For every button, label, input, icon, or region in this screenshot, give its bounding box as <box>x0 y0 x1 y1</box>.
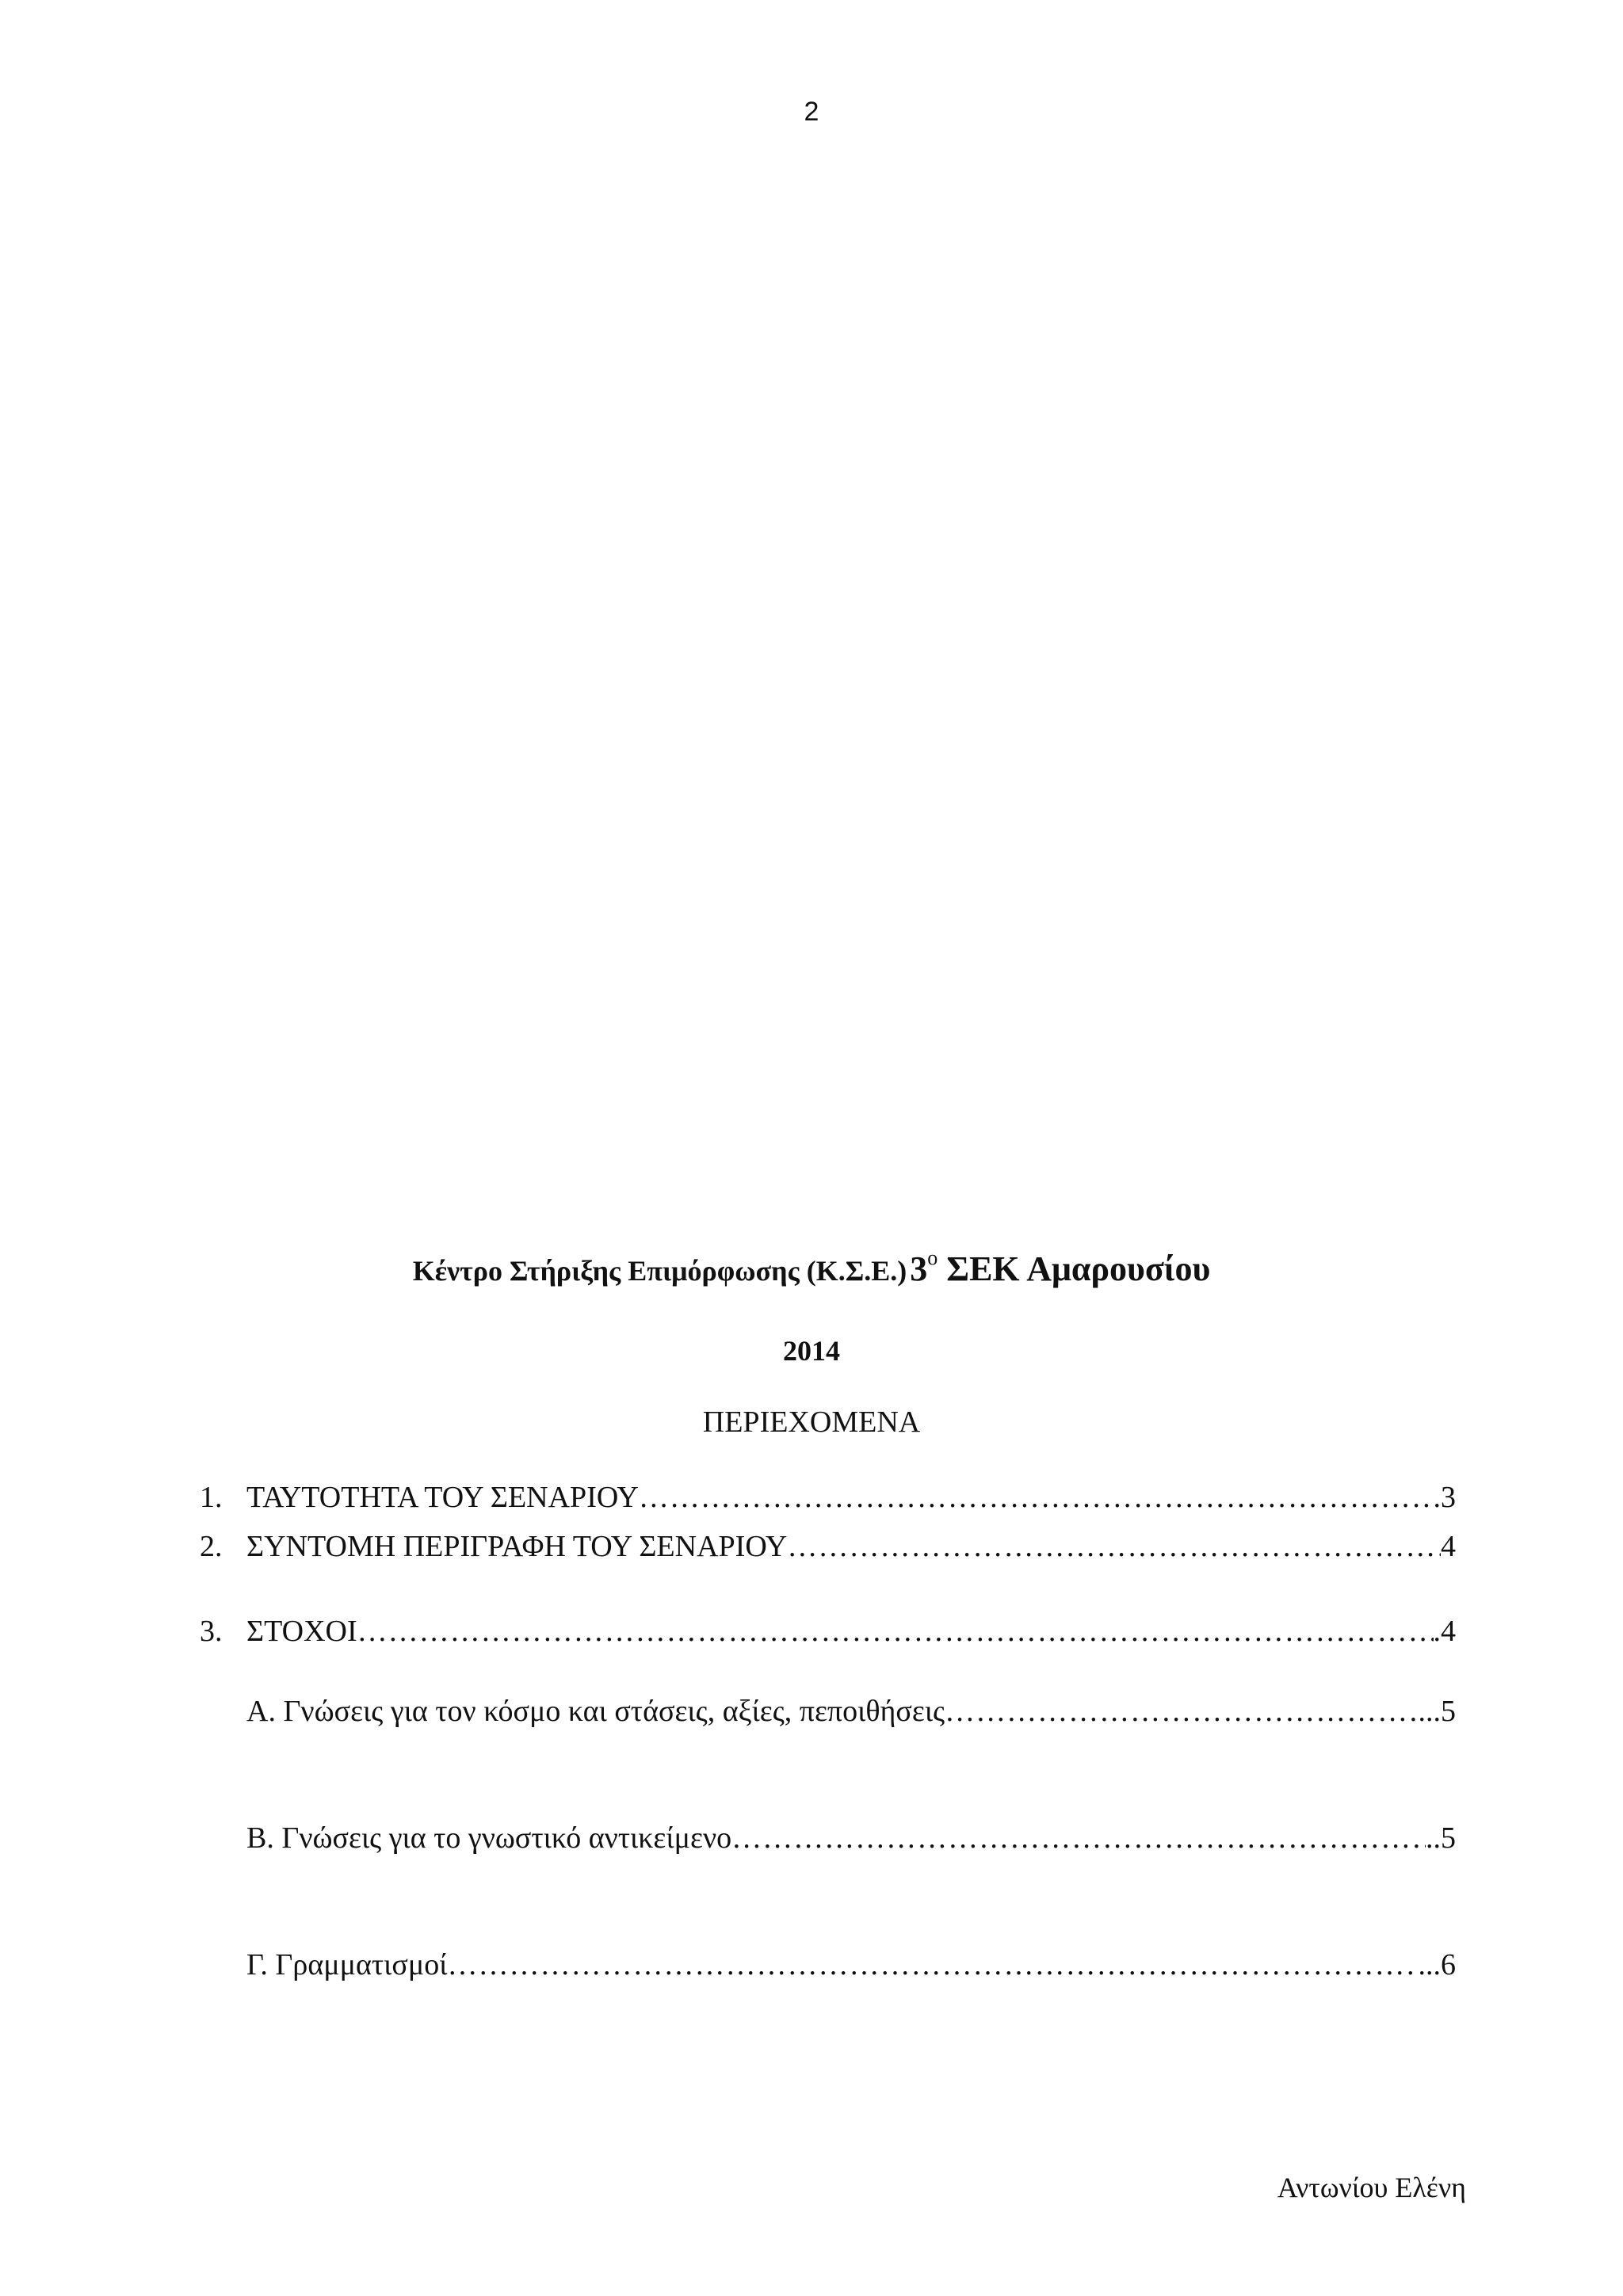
toc-dot-leader <box>447 1947 1418 1982</box>
author-name: Αντωνίου Ελένη <box>1277 2172 1466 2203</box>
toc-entry-page: ..5 <box>1426 1821 1456 1855</box>
toc-entry-page: 4 <box>1441 1530 1456 1563</box>
toc-entry-label: Α. Γνώσεις για τον κόσμο και στάσεις, αξίες, πεποιθήσεις <box>246 1695 945 1728</box>
toc-entry-number: 1. <box>200 1481 223 1514</box>
page-number: 2 <box>804 97 819 127</box>
toc-entry <box>200 1614 1456 1649</box>
ordinal-superscript: ο <box>927 1246 938 1269</box>
toc-dot-leader <box>639 1480 1434 1515</box>
toc-entry-page: .4 <box>1433 1615 1456 1648</box>
toc-entry-page: ...6 <box>1418 1948 1456 1981</box>
toc-subentry <box>246 1694 1456 1729</box>
toc-subentry <box>246 1821 1456 1855</box>
toc-entry-number: 3. <box>200 1615 223 1648</box>
school-number: 3 <box>910 1249 928 1288</box>
toc-entry-page: .3 <box>1433 1481 1456 1514</box>
toc-entry-label: ΤΑΥΤΟΤΗΤΑ ΤΟΥ ΣΕΝΑΡΙΟΥ <box>246 1481 639 1514</box>
school-name <box>910 1246 1211 1288</box>
toc-entry-number: 2. <box>200 1530 223 1563</box>
institution-name: Κέντρο Στήριξης Επιμόρφωσης (Κ.Σ.Ε.) <box>412 1255 907 1287</box>
toc-entry-label: ΣΤΟΧΟΙ <box>246 1615 357 1648</box>
toc-dot-leader <box>731 1821 1426 1855</box>
toc-dot-leader <box>787 1529 1441 1564</box>
toc-entry <box>200 1480 1456 1515</box>
toc-entry-label: Β. Γνώσεις για το γνωστικό αντικείμενο <box>246 1821 732 1855</box>
toc-entry-page: ...5 <box>1418 1695 1456 1728</box>
toc-entry-label: Γ. Γραμματισμοί <box>246 1948 448 1981</box>
toc-entry <box>200 1529 1456 1564</box>
toc-dot-leader <box>945 1694 1418 1729</box>
institution-header <box>0 1246 1623 1289</box>
toc-dot-leader <box>357 1614 1434 1649</box>
toc-subentry <box>246 1947 1456 1982</box>
toc-entry-label: ΣΥΝΤΟΜΗ ΠΕΡΙΓΡΑΦΗ ΤΟΥ ΣΕΝΑΡΙΟΥ <box>246 1530 788 1563</box>
school-label: ΣΕΚ Αμαρουσίου <box>946 1249 1211 1288</box>
toc-title: ΠΕΡΙΕΧΟΜΕΝΑ <box>702 1405 921 1439</box>
year: 2014 <box>783 1335 840 1367</box>
